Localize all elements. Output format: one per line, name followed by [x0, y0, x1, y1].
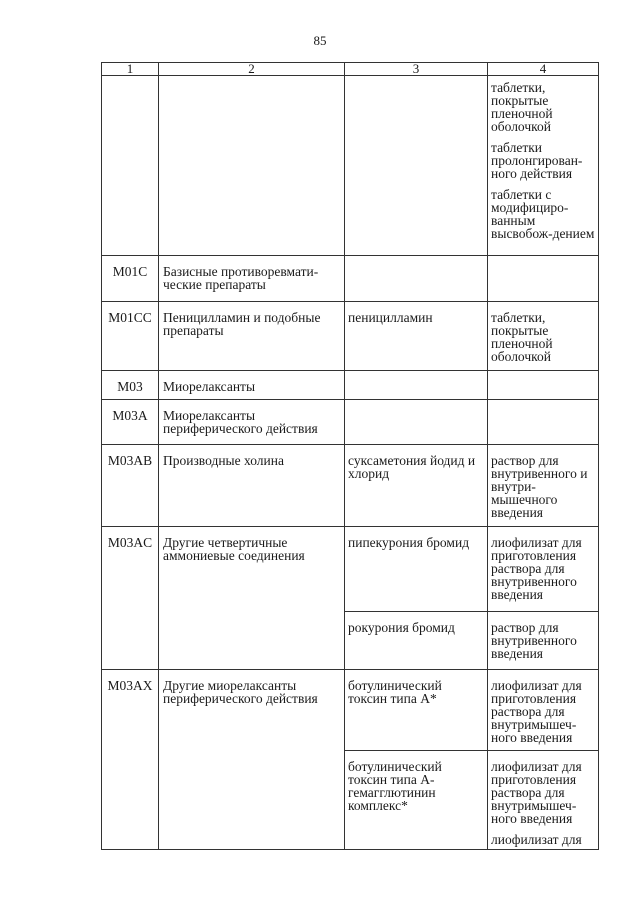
table-row [102, 527, 599, 612]
dosage-form-cell [488, 256, 599, 302]
dosage-form: лиофилизат для приготовления раствора для внутримышеч-ного введения [491, 678, 582, 745]
atc-code-cell: M03 [102, 371, 159, 400]
dosage-form: лиофилизат для приготовления раствора для внутривенного введения [491, 535, 582, 602]
dosage-form-cell [488, 371, 599, 400]
dosage-form: таблетки, покрытые пленочной оболочкой [491, 80, 553, 134]
header-cell: 3 [345, 63, 488, 76]
header-cell: 4 [488, 63, 599, 76]
table-row [102, 76, 599, 256]
dosage-form-cell [488, 302, 599, 371]
group-cell: Пеницилламин и подобные препараты [159, 302, 345, 371]
group-cell: Другие миорелаксанты периферического действия [159, 670, 345, 850]
dosage-form-cell [488, 76, 599, 256]
header-cell: 2 [159, 63, 345, 76]
substance-cell: рокурония бромид [345, 612, 488, 670]
substance-cell [345, 76, 488, 256]
substance-cell [345, 256, 488, 302]
table-row [102, 400, 599, 445]
atc-code-cell: M01C [102, 256, 159, 302]
dosage-form-cell [488, 751, 599, 850]
dosage-form: раствор для внутривенного введения [491, 620, 577, 661]
group-cell: Другие четвертичные аммониевые соединения [159, 527, 345, 670]
substance-cell: ботулинический токсин типа А* [345, 670, 488, 751]
table-row [102, 256, 599, 302]
atc-code-cell: M01CC [102, 302, 159, 371]
page-number: 85 [313, 33, 327, 48]
group-cell: Миорелаксанты [159, 371, 345, 400]
dosage-form: лиофилизат для [491, 832, 582, 847]
drug-table [101, 62, 599, 850]
dosage-form: раствор для внутривенного и внутри-мышечного введения [491, 453, 588, 520]
dosage-form: таблетки с модифициро-ванным высвобож-дением [491, 187, 595, 241]
table-row [102, 302, 599, 371]
substance-cell: ботулинический токсин типа А-гемагглютинин комплекс* [345, 751, 488, 850]
atc-code-cell: M03AC [102, 527, 159, 670]
dosage-form-cell [488, 670, 599, 751]
atc-code-cell: M03AX [102, 670, 159, 850]
table-row [102, 371, 599, 400]
dosage-form-cell [488, 445, 599, 527]
group-cell: Миорелаксанты периферического действия [159, 400, 345, 445]
header-cell: 1 [102, 63, 159, 76]
substance-cell [345, 371, 488, 400]
dosage-form: таблетки, покрытые пленочной оболочкой [491, 310, 553, 364]
atc-code-cell: M03AB [102, 445, 159, 527]
dosage-form-cell [488, 612, 599, 670]
dosage-form-cell [488, 400, 599, 445]
substance-cell: суксаметония йодид и хлорид [345, 445, 488, 527]
dosage-form: лиофилизат для приготовления раствора для внутримышеч-ного введения [491, 759, 582, 826]
header-row [102, 63, 599, 76]
substance-cell [345, 400, 488, 445]
group-cell: Базисные противоревмати-ческие препараты [159, 256, 345, 302]
table-row [102, 670, 599, 751]
atc-code-cell: M03A [102, 400, 159, 445]
substance-cell: пипекурония бромид [345, 527, 488, 612]
group-cell [159, 76, 345, 256]
substance-cell: пеницилламин [345, 302, 488, 371]
group-cell: Производные холина [159, 445, 345, 527]
atc-code-cell [102, 76, 159, 256]
dosage-form: таблетки пролонгирован-ного действия [491, 140, 583, 181]
dosage-form-cell [488, 527, 599, 612]
table-row [102, 445, 599, 527]
